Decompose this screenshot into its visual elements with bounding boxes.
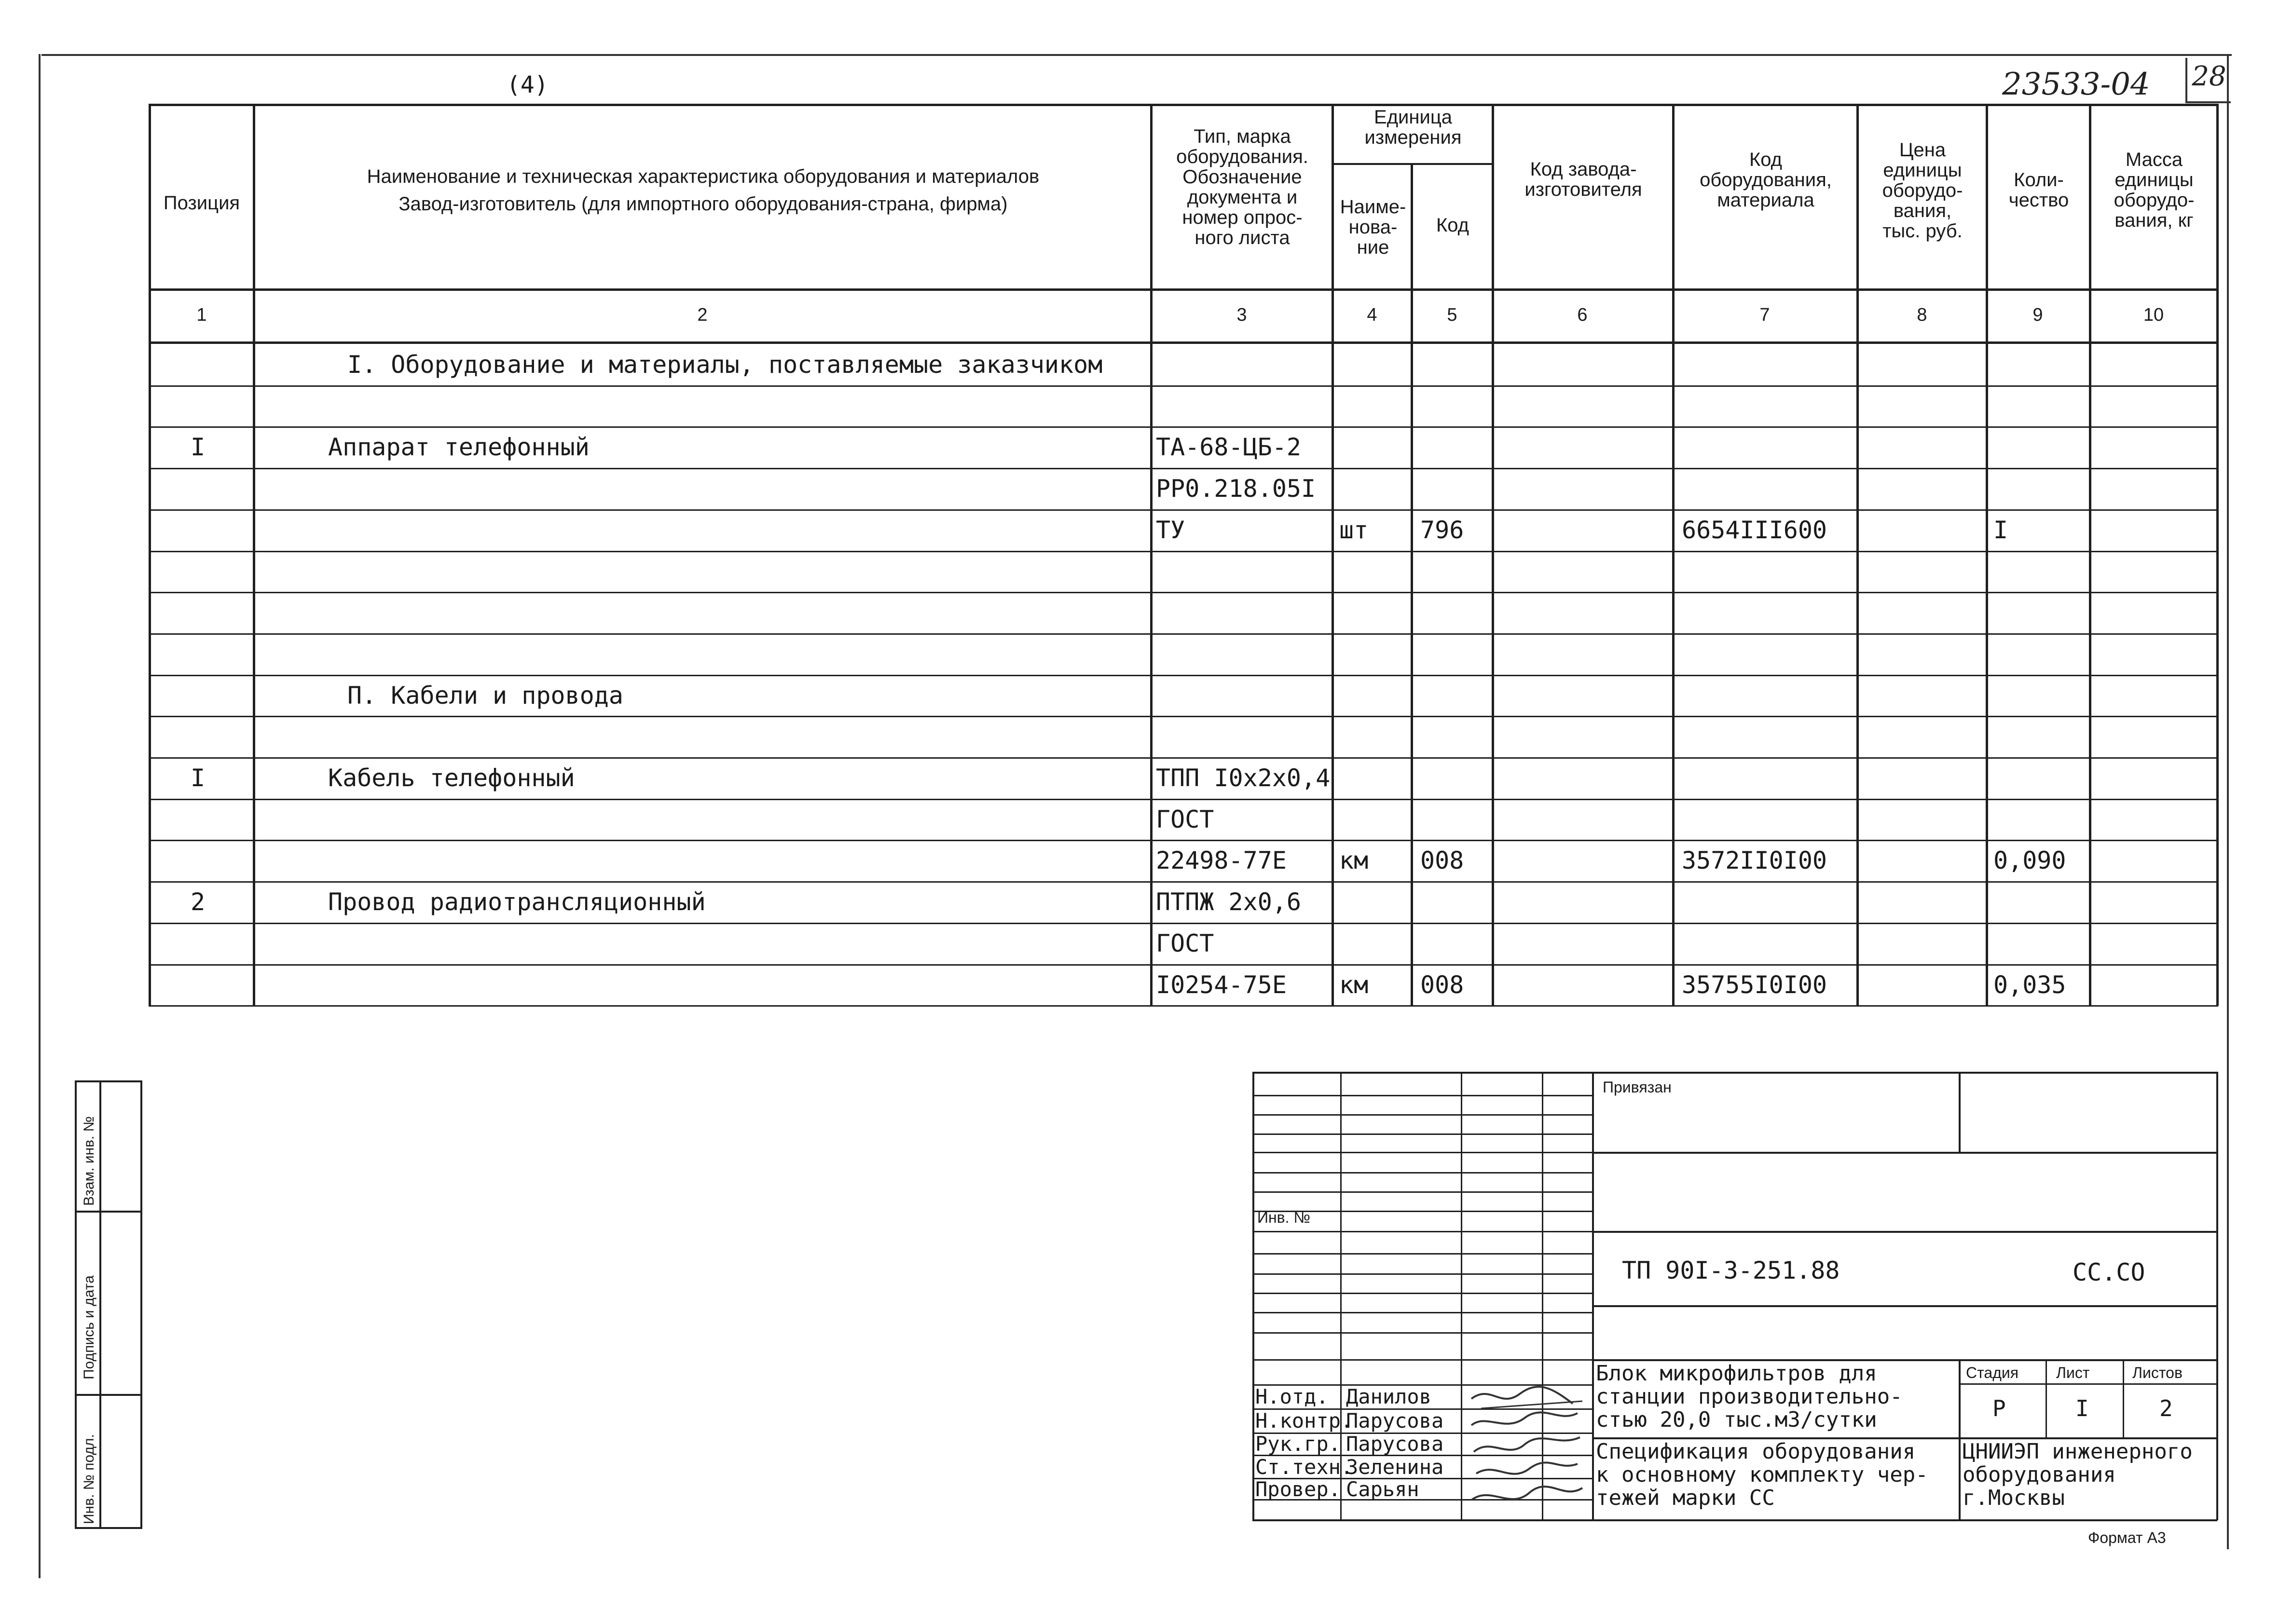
tb-sheet-divider bbox=[2046, 1359, 2047, 1437]
header-equipment-code bbox=[1675, 150, 1856, 210]
header.type_lines-line: номер опрос- bbox=[1182, 207, 1303, 228]
header.price_lines-line: вания, bbox=[1893, 200, 1952, 221]
table-top-line bbox=[149, 104, 2218, 106]
tb-grid-line bbox=[1252, 1312, 1592, 1313]
tb-bottom-line bbox=[1252, 1519, 2217, 1521]
tb-vline-d bbox=[1592, 1072, 1594, 1520]
signer-name: Данилов bbox=[1346, 1385, 1432, 1408]
tb-organization bbox=[1963, 1440, 2193, 1510]
header.unit_name_lines-line: нова- bbox=[1348, 217, 1398, 238]
tb-grid-line bbox=[1252, 1095, 1592, 1096]
tb-stage-header-line bbox=[1959, 1383, 2217, 1385]
column-number: 1 bbox=[196, 305, 207, 325]
row-unit: км bbox=[1339, 971, 1369, 999]
row-unit-code: 008 bbox=[1420, 846, 1464, 874]
format-label: Формат А3 bbox=[2088, 1529, 2166, 1546]
col-line-7 bbox=[1856, 104, 1859, 1006]
header-unit-code: Код bbox=[1436, 215, 1469, 236]
unit-subheader-line bbox=[1332, 163, 1494, 165]
tb-grid-line bbox=[1252, 1253, 1592, 1255]
row-position: I bbox=[191, 764, 206, 792]
row-divider bbox=[149, 716, 2218, 717]
tb-sheets-label: Листов bbox=[2132, 1364, 2183, 1381]
signer-role: Н.отд. bbox=[1255, 1385, 1329, 1408]
tb-grid-line bbox=[1252, 1231, 1592, 1232]
tb-inv-no: Инв. № bbox=[1257, 1209, 1310, 1226]
tb-code: СС.СО bbox=[2073, 1258, 2145, 1286]
page-marker: (4) bbox=[507, 71, 549, 98]
row-divider bbox=[149, 799, 2218, 800]
tb-grid-line bbox=[1252, 1293, 1592, 1294]
header.unit_lines-line: измерения bbox=[1364, 127, 1462, 148]
row-position: I bbox=[191, 433, 206, 461]
page-left-border bbox=[39, 54, 41, 1578]
column-number: 8 bbox=[1917, 305, 1927, 325]
tb-sheet-value: I bbox=[2075, 1395, 2089, 1421]
row-type: ГОСТ bbox=[1156, 929, 1214, 957]
column-number: 9 bbox=[2032, 305, 2043, 325]
tb-grid-line bbox=[1252, 1273, 1592, 1275]
header.qty_lines-line: Коли- bbox=[2014, 169, 2064, 191]
col-line-1 bbox=[253, 104, 255, 1006]
row-unit-code: 796 bbox=[1420, 516, 1464, 544]
header.type_lines-line: оборудования. bbox=[1176, 146, 1308, 167]
row-divider bbox=[149, 840, 2218, 841]
row-name: Аппарат телефонный bbox=[328, 433, 590, 461]
signer-role: Рук.гр. bbox=[1255, 1432, 1341, 1456]
column-number: 4 bbox=[1367, 305, 1377, 325]
row-divider bbox=[149, 551, 2218, 552]
header.price_lines-line: Цена bbox=[1899, 139, 1946, 161]
header-name-line1: Наименование и техническая характеристика оборудования и материалов bbox=[367, 166, 1040, 187]
tb-left-line bbox=[1252, 1072, 1254, 1520]
col-line-6 bbox=[1672, 104, 1675, 1006]
column-number: 10 bbox=[2143, 305, 2164, 325]
tb-privyazan-divider bbox=[1959, 1072, 1961, 1153]
header.price_lines-line: единицы bbox=[1883, 160, 1962, 181]
tb-project-title-line: станции производительно- bbox=[1596, 1384, 1903, 1409]
tb-right-line bbox=[2216, 1072, 2218, 1520]
row-type: ГОСТ bbox=[1156, 805, 1214, 833]
row-divider bbox=[149, 881, 2218, 883]
sheet-number-handwritten: 28 bbox=[2192, 61, 2226, 92]
tb-grid-line bbox=[1252, 1359, 1592, 1361]
tb-sheets-value: 2 bbox=[2159, 1395, 2173, 1421]
header.unit_name_lines-line: Наиме- bbox=[1340, 196, 1406, 218]
col-line-10 bbox=[2216, 104, 2219, 1006]
tb-sheet-label: Лист bbox=[2056, 1364, 2090, 1381]
row-quantity: I bbox=[1993, 516, 2008, 544]
row-unit: км bbox=[1339, 846, 1369, 874]
tb-top-line bbox=[1252, 1072, 2217, 1074]
header.mass_lines-line: оборудо- bbox=[2114, 190, 2195, 211]
row-type: РР0.218.05I bbox=[1156, 475, 1316, 503]
row-unit-code: 008 bbox=[1420, 971, 1464, 999]
tb-sheet-title bbox=[1596, 1440, 1928, 1510]
row-type: 22498-77Е bbox=[1156, 846, 1287, 874]
header.factory_code_lines-line: Код завода- bbox=[1530, 159, 1637, 180]
tb-project-title bbox=[1596, 1362, 1903, 1432]
signer-name: Парусова bbox=[1346, 1409, 1444, 1433]
tb-stage-value: Р bbox=[1992, 1395, 2006, 1421]
header.type_lines-line: ного листа bbox=[1194, 227, 1290, 248]
tb-org-line: ЦНИИЭП инженерного bbox=[1963, 1439, 2193, 1464]
signer-role: Н.контр. bbox=[1255, 1409, 1353, 1433]
tb-grid-line bbox=[1252, 1332, 1592, 1334]
page-right-border bbox=[2227, 54, 2229, 1549]
header-position: Позиция bbox=[163, 192, 240, 214]
header.type_lines-line: Обозначение bbox=[1182, 166, 1302, 188]
row-type: ПТПЖ 2x0,6 bbox=[1156, 888, 1302, 916]
header.price_lines-line: оборудо- bbox=[1882, 180, 1963, 201]
row-divider bbox=[149, 509, 2218, 511]
header-unit bbox=[1334, 107, 1492, 148]
section-heading: I. Оборудование и материалы, поставляемые заказчиком bbox=[347, 351, 1103, 379]
signer-name: Зеленина bbox=[1346, 1455, 1444, 1479]
col-line-2 bbox=[1150, 104, 1153, 1006]
side-label-replacement-inv: Взам. инв. № bbox=[81, 1116, 97, 1206]
row-divider bbox=[149, 426, 2218, 428]
tb-grid-line bbox=[1252, 1191, 1592, 1193]
row-divider bbox=[149, 757, 2218, 759]
side-stamp-sep-2 bbox=[75, 1394, 142, 1396]
col-line-9 bbox=[2089, 104, 2091, 1006]
column-number: 6 bbox=[1577, 305, 1588, 325]
header-bottom-line bbox=[149, 288, 2218, 291]
header-factory-code bbox=[1495, 159, 1672, 200]
row-name: Провод радиотрансляционный bbox=[328, 888, 706, 916]
header-type bbox=[1153, 126, 1332, 248]
signer-role: Провер. bbox=[1255, 1477, 1341, 1501]
tb-org-line: г.Москвы bbox=[1963, 1486, 2065, 1510]
tb-sheet-title-line: тежей марки СС bbox=[1596, 1486, 1775, 1510]
header.mass_lines-line: вания, кг bbox=[2114, 210, 2194, 231]
doc-number-handwritten: 23533-04 bbox=[2002, 67, 2150, 102]
row-quantity: 0,035 bbox=[1993, 971, 2066, 999]
tb-sheet-title-line: Спецификация оборудования bbox=[1596, 1439, 1916, 1464]
column-number: 3 bbox=[1236, 305, 1247, 325]
row-divider bbox=[149, 468, 2218, 469]
row-divider bbox=[149, 1005, 2218, 1007]
row-divider bbox=[149, 592, 2218, 593]
header.unit_name_lines-line: ние bbox=[1357, 237, 1389, 258]
section-heading: П. Кабели и провода bbox=[347, 682, 623, 710]
col-line-0 bbox=[149, 104, 151, 1006]
row-divider bbox=[149, 633, 2218, 635]
colnum-bottom-line bbox=[149, 341, 2218, 344]
tb-org-line: оборудования bbox=[1963, 1462, 2116, 1487]
header-quantity bbox=[1989, 170, 2089, 210]
row-type: ТПП I0x2x0,4 bbox=[1156, 764, 1331, 792]
row-type: I0254-75Е bbox=[1156, 971, 1287, 999]
column-number: 5 bbox=[1447, 305, 1457, 325]
row-quantity: 0,090 bbox=[1993, 846, 2066, 874]
row-position: 2 bbox=[191, 888, 206, 916]
tb-grid-line bbox=[1252, 1133, 1592, 1135]
col-line-5 bbox=[1492, 104, 1494, 1006]
signer-name: Парусова bbox=[1346, 1432, 1444, 1456]
header.equip_code_lines-line: оборудования, bbox=[1700, 169, 1832, 191]
tb-grid-line bbox=[1252, 1114, 1592, 1116]
column-number: 7 bbox=[1759, 305, 1770, 325]
row-divider bbox=[149, 964, 2218, 966]
row-equipment-code: 35755I0I00 bbox=[1682, 971, 1827, 999]
header-mass bbox=[2092, 150, 2216, 231]
header.equip_code_lines-line: материала bbox=[1717, 190, 1814, 211]
side-label-signature-date: Подпись и дата bbox=[81, 1275, 97, 1379]
header-unit-name bbox=[1334, 197, 1412, 258]
tb-grid-line bbox=[1252, 1172, 1592, 1174]
column-number: 2 bbox=[697, 305, 708, 325]
header.mass_lines-line: Масса bbox=[2125, 149, 2183, 170]
row-unit: шт bbox=[1339, 516, 1369, 544]
tb-sheet-title-line: к основному комплекту чер- bbox=[1596, 1462, 1928, 1487]
tb-sheets-divider bbox=[2123, 1359, 2124, 1437]
signatures-scribbles bbox=[1462, 1379, 1592, 1519]
header.mass_lines-line: единицы bbox=[2114, 169, 2194, 191]
signer-name: Сарьян bbox=[1346, 1477, 1419, 1501]
tb-stage-label: Стадия bbox=[1966, 1364, 2019, 1381]
header.type_lines-line: документа и bbox=[1187, 187, 1298, 208]
header.factory_code_lines-line: изготовителя bbox=[1524, 179, 1642, 200]
tb-right-line-2 bbox=[1592, 1231, 2217, 1233]
header.equip_code_lines-line: Код bbox=[1749, 149, 1782, 170]
tb-project-title-line: стью 20,0 тыс.м3/сутки bbox=[1596, 1407, 1877, 1432]
tb-project-title-line: Блок микрофильтров для bbox=[1596, 1361, 1877, 1386]
row-divider bbox=[149, 923, 2218, 924]
page-top-border bbox=[41, 54, 2232, 56]
row-equipment-code: 6654III600 bbox=[1682, 516, 1827, 544]
tb-right-line-3 bbox=[1592, 1305, 2217, 1307]
row-divider bbox=[149, 675, 2218, 676]
tb-privyazan: Привязан bbox=[1603, 1078, 1672, 1096]
header.unit_lines-line: Единица bbox=[1374, 107, 1452, 128]
col-line-4 bbox=[1411, 164, 1413, 1006]
header.type_lines-line: Тип, марка bbox=[1194, 126, 1291, 147]
side-stamp-sep-1 bbox=[75, 1211, 142, 1213]
col-line-8 bbox=[1986, 104, 1988, 1006]
tb-right-line-1 bbox=[1592, 1152, 2217, 1154]
side-label-original-inv: Инв. № подл. bbox=[81, 1434, 97, 1524]
tb-grid-line bbox=[1252, 1152, 1592, 1153]
row-equipment-code: 3572II0I00 bbox=[1682, 846, 1827, 874]
header.qty_lines-line: чество bbox=[2008, 190, 2069, 211]
sheet-number-box bbox=[2185, 58, 2231, 103]
row-type: ТА-68-ЦБ-2 bbox=[1156, 433, 1302, 461]
row-divider bbox=[149, 385, 2218, 387]
row-name: Кабель телефонный bbox=[328, 764, 575, 792]
row-type: ТУ bbox=[1156, 516, 1185, 544]
tb-designation: ТП 90I-3-251.88 bbox=[1622, 1256, 1840, 1284]
col-line-3 bbox=[1332, 104, 1334, 1006]
header-price bbox=[1859, 140, 1986, 241]
header-name-line2: Завод-изготовитель (для импортного оборудования-страна, фирма) bbox=[398, 193, 1008, 215]
signer-role: Ст.техн. bbox=[1255, 1455, 1353, 1479]
header.price_lines-line: тыс. руб. bbox=[1882, 220, 1963, 242]
